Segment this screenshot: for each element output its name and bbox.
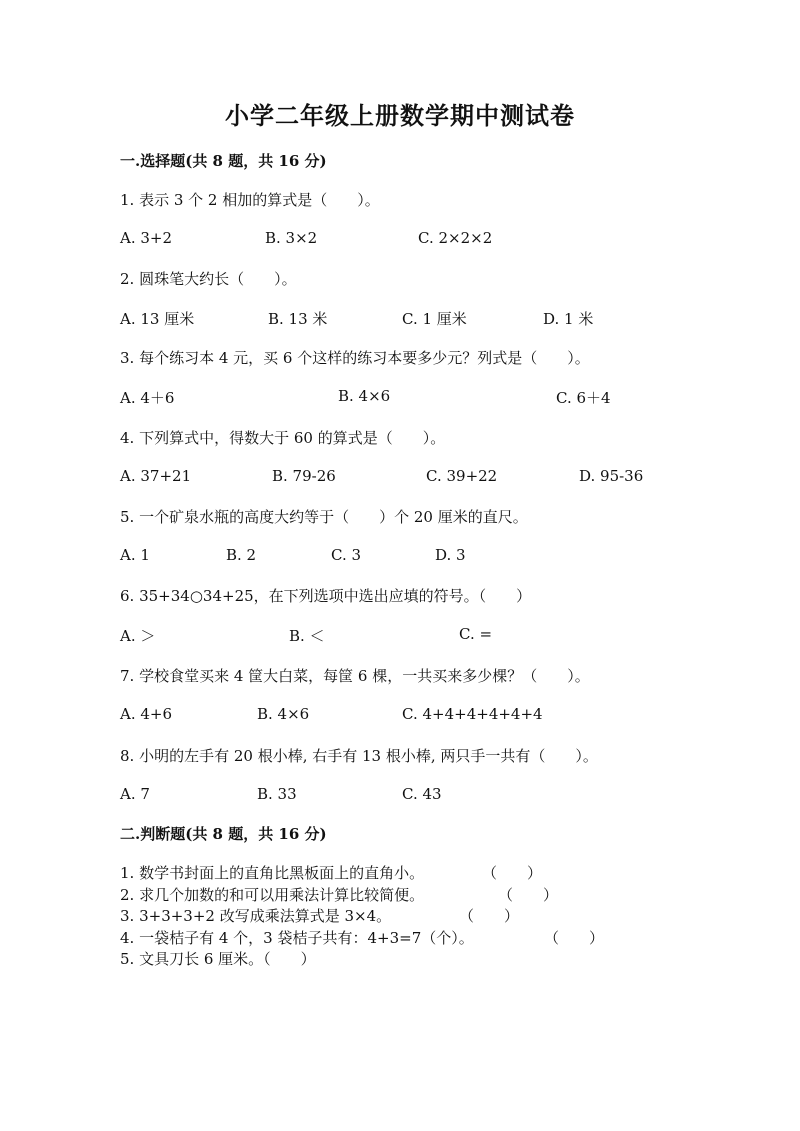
q5-option-a: A. 1: [120, 546, 150, 564]
question-7: 7. 学校食堂买来 4 筐大白菜，每筐 6 棵，一共买来多少棵？（ ）。: [120, 667, 590, 685]
q2-option-d: D. 1 米: [543, 310, 594, 328]
q5-option-c: C. 3: [331, 546, 362, 564]
judgment-item-5-text: 5. 文具刀长 6 厘米。: [120, 950, 264, 968]
q4-option-d: D. 95-36: [579, 467, 644, 485]
q2-option-c: C. 1 厘米: [402, 310, 467, 328]
q5-option-d: D. 3: [435, 546, 466, 564]
q4-option-b: B. 79-26: [272, 467, 336, 485]
q6-option-b: B. ＜: [289, 627, 325, 645]
q8-option-b: B. 33: [257, 785, 297, 803]
q2-option-a: A. 13 厘米: [120, 310, 195, 328]
judgment-item-1: 1. 数学书封面上的直角比黑板面上的直角小。: [120, 864, 425, 882]
section-heading-choice: 一.选择题(共 8 题，共 16 分): [120, 152, 327, 170]
judgment-bracket-2: （ ）: [498, 886, 559, 904]
q3-option-a: A. 4＋6: [120, 389, 175, 407]
q7-option-a: A. 4+6: [120, 705, 173, 723]
question-3: 3. 每个练习本 4 元，买 6 个这样的练习本要多少元？列式是（ ）。: [120, 349, 590, 367]
q1-option-c: C. 2×2×2: [418, 229, 493, 247]
question-6: 6. 35+34○34+25，在下列选项中选出应填的符号。（ ）: [120, 587, 532, 605]
q6-option-a: A. ＞: [120, 627, 156, 645]
question-5: 5. 一个矿泉水瓶的高度大约等于（ ）个 20 厘米的直尺。: [120, 508, 528, 526]
q3-option-b: B. 4×6: [338, 387, 391, 405]
q6-option-c: C. =: [459, 625, 493, 643]
q3-option-c: C. 6＋4: [556, 389, 611, 407]
judgment-bracket-4: （ ）: [544, 929, 605, 947]
q4-option-a: A. 37+21: [120, 467, 192, 485]
judgment-bracket-3: （ ）: [459, 907, 520, 925]
judgment-bracket-5: （ ）: [263, 950, 316, 968]
judgment-item-3: 3. 3+3+3+2 改写成乘法算式是 3×4。: [120, 907, 392, 925]
judgment-bracket-1: （ ）: [482, 864, 543, 882]
q5-option-b: B. 2: [226, 546, 257, 564]
question-8: 8. 小明的左手有 20 根小棒, 右手有 13 根小棒, 两只手一共有（ ）。: [120, 747, 598, 765]
question-2: 2. 圆珠笔大约长（ ）。: [120, 270, 297, 288]
section-heading-judgment: 二.判断题(共 8 题，共 16 分): [120, 825, 327, 843]
judgment-item-5: [120, 948, 316, 969]
q7-option-b: B. 4×6: [257, 705, 310, 723]
q7-option-c: C. 4+4+4+4+4+4: [402, 705, 543, 723]
judgment-item-2: 2. 求几个加数的和可以用乘法计算比较简便。: [120, 886, 425, 904]
judgment-item-4: 4. 一袋桔子有 4 个，3 袋桔子共有：4+3=7（个）。: [120, 929, 474, 947]
q4-option-c: C. 39+22: [426, 467, 498, 485]
question-1: 1. 表示 3 个 2 相加的算式是（ ）。: [120, 191, 380, 209]
q8-option-c: C. 43: [402, 785, 442, 803]
q1-option-a: A. 3+2: [120, 229, 173, 247]
q2-option-b: B. 13 米: [268, 310, 328, 328]
q8-option-a: A. 7: [120, 785, 150, 803]
page-title: 小学二年级上册数学期中测试卷: [225, 101, 575, 130]
question-4: 4. 下列算式中，得数大于 60 的算式是（ ）。: [120, 429, 446, 447]
q1-option-b: B. 3×2: [265, 229, 318, 247]
